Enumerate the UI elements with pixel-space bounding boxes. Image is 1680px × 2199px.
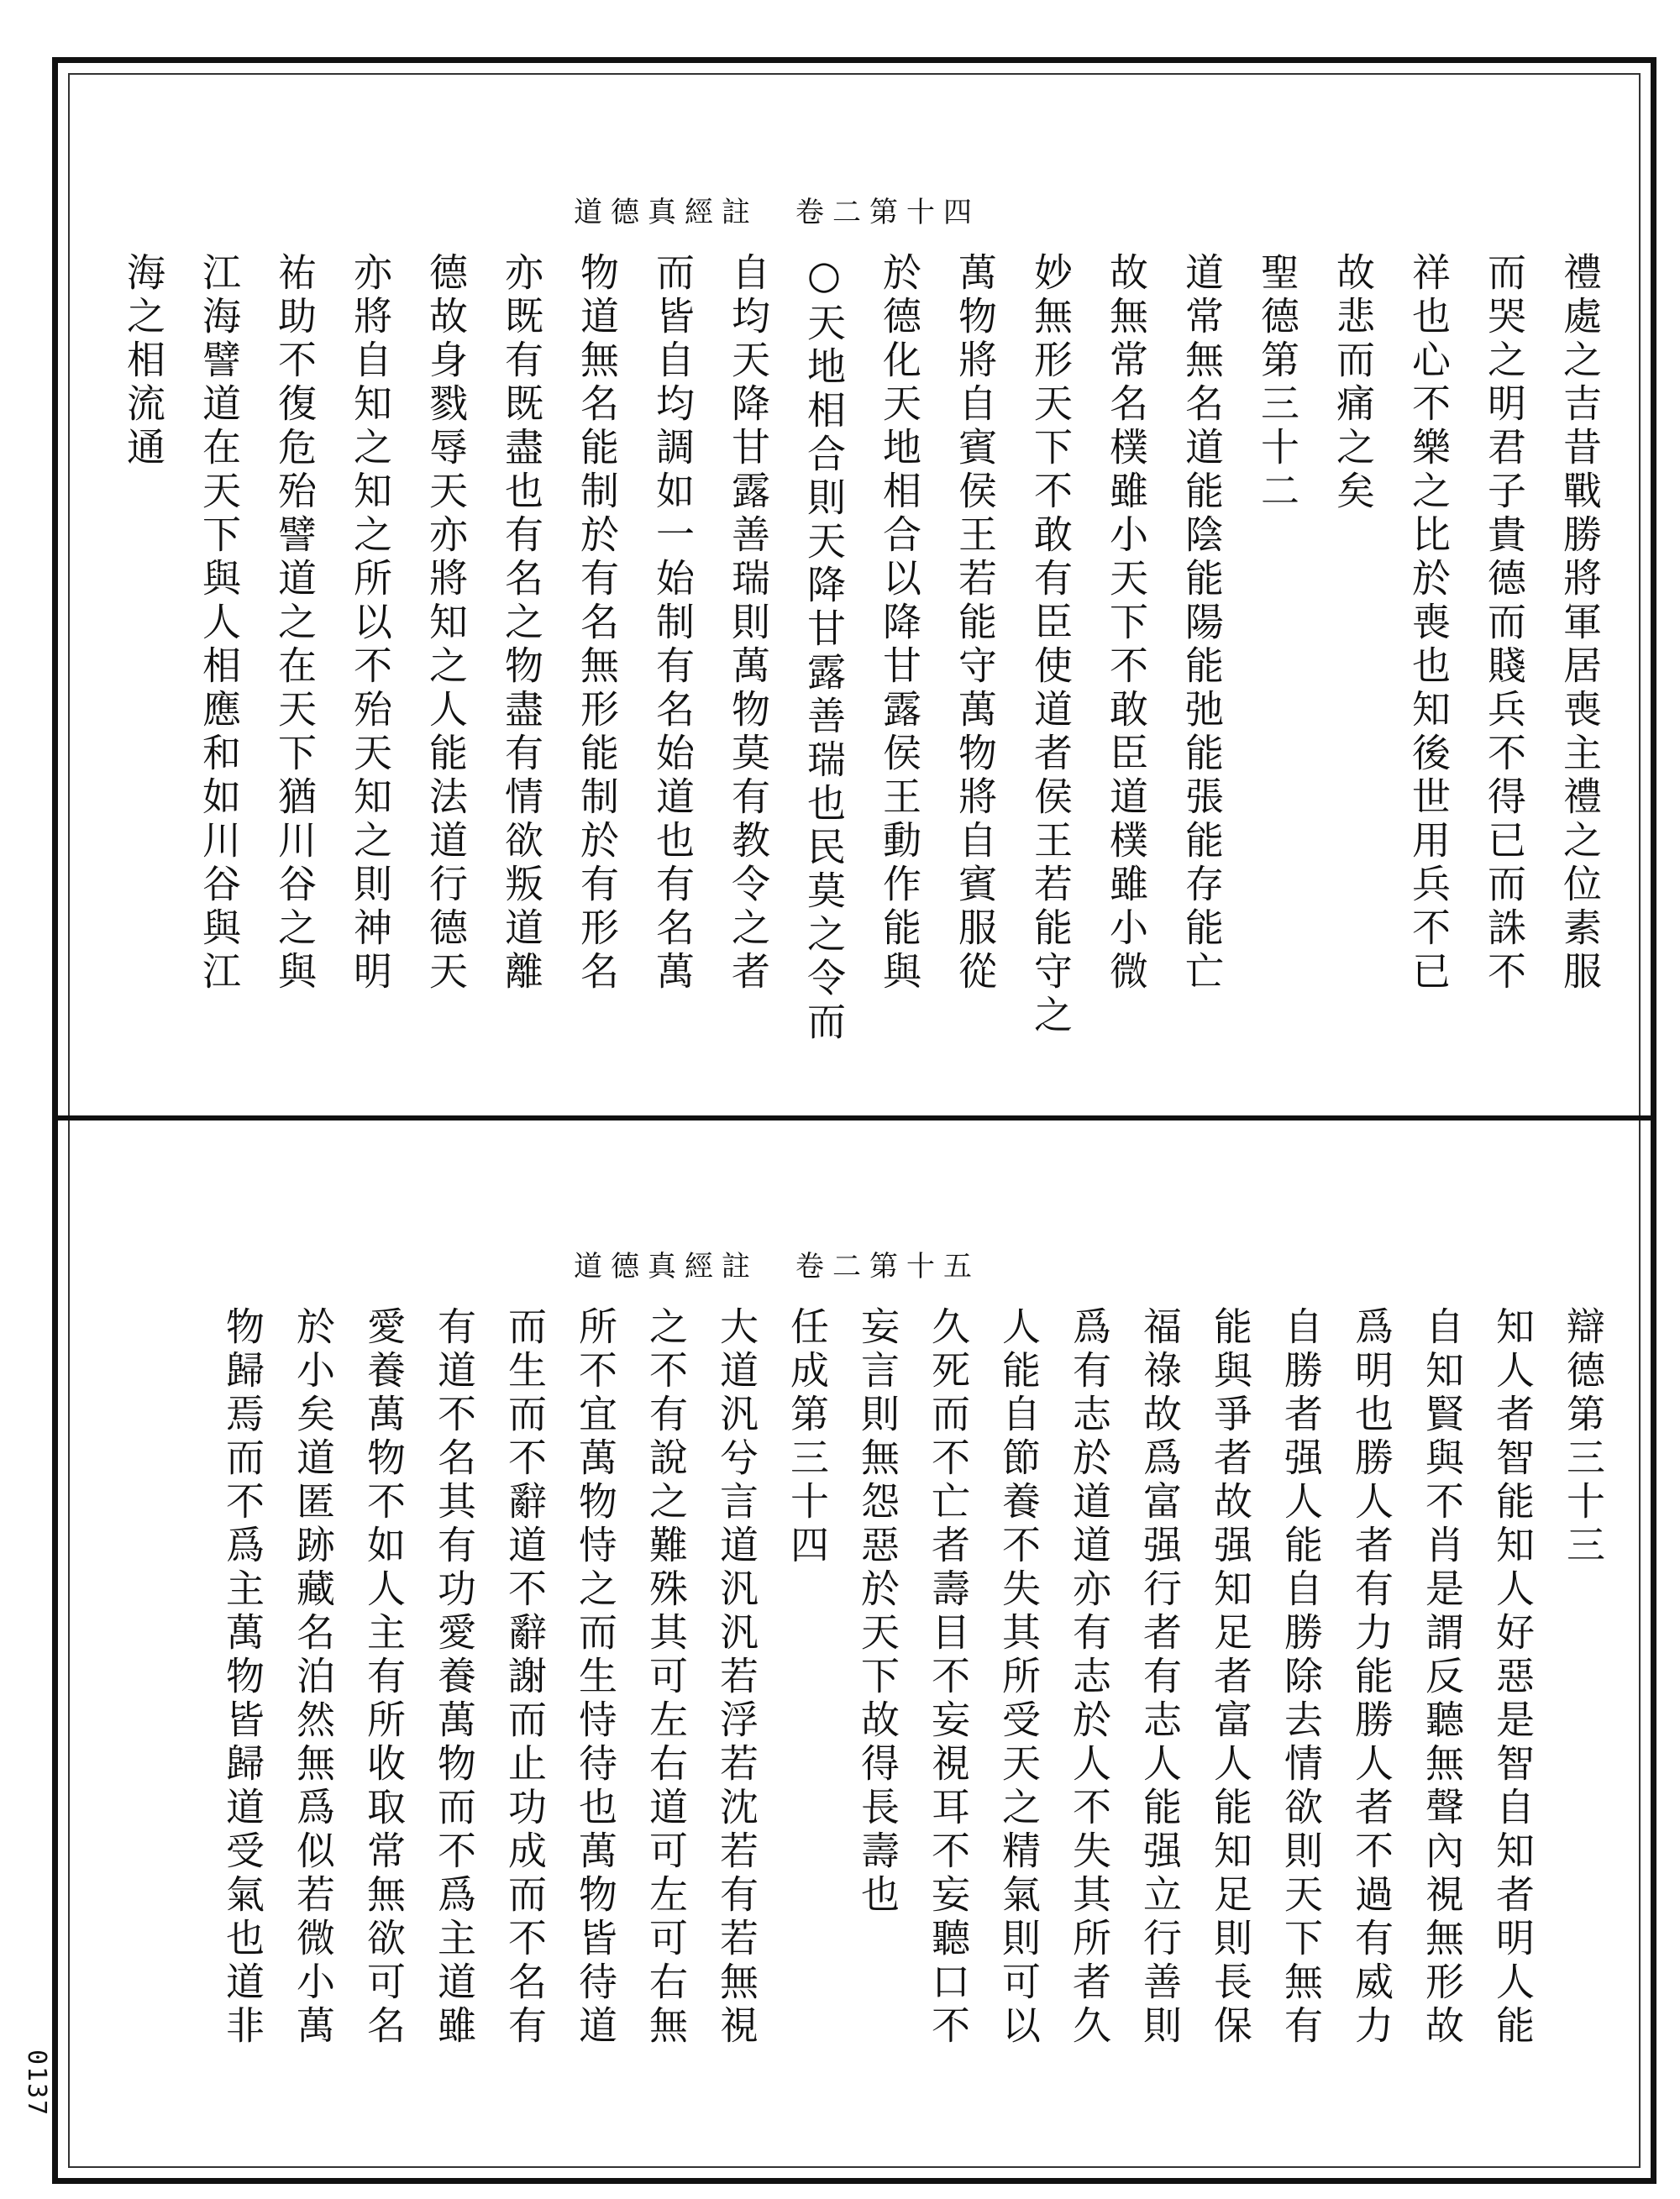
text-column: 妄言則無怨惡於天下故得長壽也 bbox=[855, 1306, 900, 1918]
text-column: 有道不名其有功愛養萬物而不爲主道雖 bbox=[432, 1306, 477, 2049]
text-column: 能與爭者故强知足者富人能知足則長保 bbox=[1208, 1306, 1253, 2049]
page-header-top: 道德真經註 卷二第十四 bbox=[574, 196, 980, 229]
text-column: 之不有說之難殊其可左右道可左可右無 bbox=[643, 1306, 689, 2049]
text-column: 於小矣道匿跡藏名泊然無爲似若微小萬 bbox=[291, 1306, 336, 2049]
text-column: 禮處之吉昔戰勝將軍居喪主禮之位素服 bbox=[1557, 252, 1603, 995]
text-column: 物道無名能制於有名無形能制於有形名 bbox=[575, 252, 620, 995]
text-column: ○天地相合則天降甘露善瑞也民莫之令而 bbox=[801, 252, 847, 1045]
text-column: 而皆自均調如一始制有名始道也有名萬 bbox=[650, 252, 696, 995]
text-column: 海之相流通 bbox=[121, 252, 166, 470]
text-column: 福祿故爲富强行者有志人能强立行善則 bbox=[1137, 1306, 1183, 2049]
text-column: 亦將自知之知之所以不殆天知之則神明 bbox=[348, 252, 393, 995]
text-column: 祥也心不樂之比於喪也知後世用兵不已 bbox=[1406, 252, 1452, 995]
text-column: 人能自節養不失其所受天之精氣則可以 bbox=[996, 1306, 1042, 2049]
text-column: 於德化天地相合以降甘露侯王動作能與 bbox=[877, 252, 922, 995]
text-column: 久死而不亡者壽目不妄視耳不妄聽口不 bbox=[926, 1306, 971, 2049]
chapter-title: 聖德第三十二 bbox=[1255, 252, 1300, 514]
text-column: 故悲而痛之矣 bbox=[1331, 252, 1376, 514]
text-column: 而生而不辭道不辭謝而止功成而不名有 bbox=[502, 1306, 548, 2049]
bottom-text-block bbox=[192, 1306, 1606, 2188]
text-column: 德故身戮辱天亦將知之人能法道行德天 bbox=[423, 252, 469, 995]
chapter-title: 辯德第三十三 bbox=[1561, 1306, 1606, 1568]
text-column: 故無常名樸雖小天下不敢臣道樸雖小微 bbox=[1104, 252, 1149, 995]
text-column: 萬物將自賓侯王若能守萬物將自賓服從 bbox=[953, 252, 998, 995]
text-column: 爲明也勝人者有力能勝人者不過有威力 bbox=[1349, 1306, 1394, 2049]
text-column: 道常無名道能陰能陽能弛能張能存能亡 bbox=[1179, 252, 1225, 995]
text-column: 亦既有既盡也有名之物盡有情欲叛道離 bbox=[499, 252, 544, 995]
text-column: 自勝者强人能自勝除去情欲則天下無有 bbox=[1278, 1306, 1324, 2049]
text-column: 知人者智能知人好惡是智自知者明人能 bbox=[1490, 1306, 1536, 2049]
text-column: 江海譬道在天下與人相應和如川谷與江 bbox=[197, 252, 242, 995]
text-column: 自均天降甘露善瑞則萬物莫有教令之者 bbox=[726, 252, 771, 995]
text-column: 而哭之明君子貴德而賤兵不得已而誅不 bbox=[1482, 252, 1527, 995]
chapter-title: 任成第三十四 bbox=[785, 1306, 830, 1568]
text-column: 自知賢與不肖是謂反聽無聲內視無形故 bbox=[1420, 1306, 1465, 2049]
text-column: 物歸焉而不爲主萬物皆歸道受氣也道非 bbox=[220, 1306, 265, 2049]
text-column: 愛養萬物不如人主有所收取常無欲可名 bbox=[361, 1306, 407, 2049]
text-column: 大道汎兮言道汎汎若浮若沈若有若無視 bbox=[714, 1306, 759, 2049]
text-column: 祐助不復危殆譬道之在天下猶川谷之與 bbox=[272, 252, 318, 995]
text-column: 所不宜萬物恃之而生恃待也萬物皆待道 bbox=[573, 1306, 618, 2049]
text-column: 妙無形天下不敢有臣使道者侯王若能守之 bbox=[1028, 252, 1074, 1038]
margin-page-number: 0137 bbox=[22, 2049, 51, 2118]
top-text-block bbox=[87, 252, 1603, 1126]
text-column: 爲有志於道道亦有志於人不失其所者久 bbox=[1067, 1306, 1112, 2049]
page-header-bottom: 道德真經註 卷二第十五 bbox=[574, 1250, 980, 1283]
